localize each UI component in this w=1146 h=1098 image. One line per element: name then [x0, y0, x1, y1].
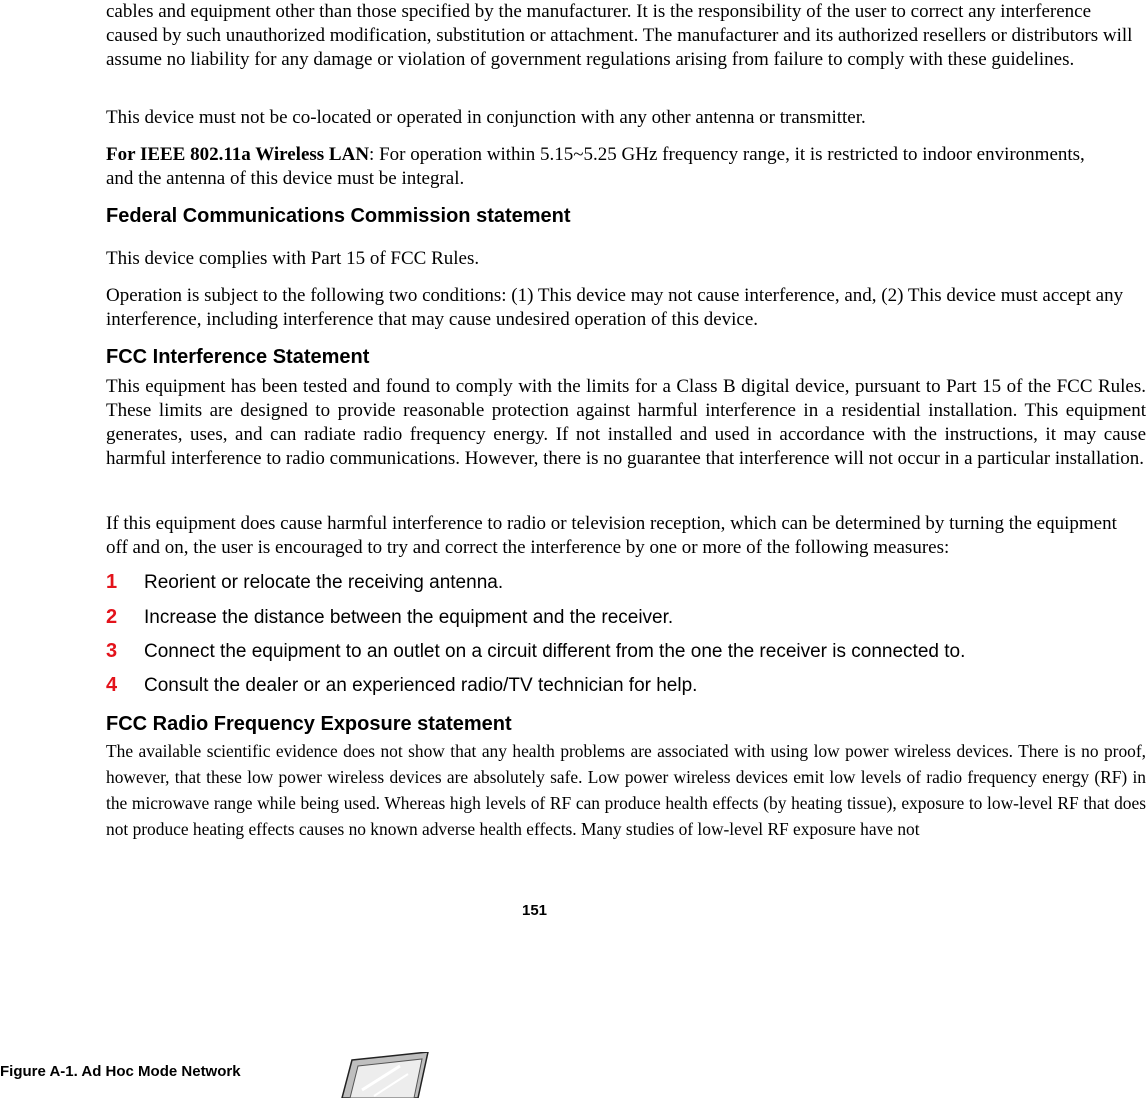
measure-item: [106, 605, 1146, 630]
measure-text: Connect the equipment to an outlet on a circuit different from the one the receiver is connected to.: [144, 641, 966, 662]
measure-item: [106, 673, 1146, 698]
laptop-screen-illustration: [338, 1052, 433, 1098]
figure-caption: Figure A-1. Ad Hoc Mode Network: [0, 1063, 241, 1080]
measure-number: 1: [106, 571, 118, 593]
measure-item: [106, 570, 1146, 595]
paragraph-fcc-class-b: This equipment has been tested and found to comply with the limits for a Class B digital device, pursuant to Part 15 of the FCC Rules. These limits are designed to provide reasonable protection against harmful interference in a residential installation. This equipment generates, uses, and can radiate radio frequency energy. If not installed and used in accordance with the instructions, it may cause harmful interference to radio communications. However, there is no guarantee that interference will not occur in a particular installation.: [106, 376, 1146, 469]
heading-fcc-statement: Federal Communications Commission statement: [106, 205, 571, 227]
paragraph-fcc-measures-intro: If this equipment does cause harmful interference to radio or television reception, which can be determined by turning the equipment off and on, the user is encouraged to try and correct the interference by one or more of the following measures:: [106, 513, 1117, 558]
measure-number: 4: [106, 674, 118, 696]
ieee-label: For IEEE 802.11a Wireless LAN: [106, 144, 370, 165]
measure-number: 3: [106, 640, 118, 662]
paragraph-intro-continued: cables and equipment other than those specified by the manufacturer. It is the responsibility of the user to correct any interference caused by such unauthorized modification, substitution or attachment. The manufacturer and its authorized resellers or distributors will assume no liability for any damage or violation of government regulations arising from failure to comply with these guidelines.: [106, 1, 1133, 70]
ieee-text: : For operation within 5.15~5.25 GHz frequency range, it is restricted to indoor environments, and the antenna of this device must be integral.: [106, 144, 1085, 189]
page-number: 151: [522, 902, 548, 919]
paragraph-fcc-part15: This device complies with Part 15 of FCC Rules.: [106, 248, 480, 269]
paragraph-fcc-conditions: Operation is subject to the following two conditions: (1) This device may not cause interference, and, (2) This device must accept any interference, including interference that may cause undesired operation of this device.: [106, 285, 1124, 330]
measure-number: 2: [106, 606, 118, 628]
heading-fcc-rf-exposure: FCC Radio Frequency Exposure statement: [106, 713, 512, 735]
paragraph-colocation: This device must not be co-located or operated in conjunction with any other antenna or transmitter.: [106, 107, 866, 128]
measure-item: [106, 639, 1146, 664]
paragraph-rf-exposure: The available scientific evidence does not show that any health problems are associated with using low power wireless devices. There is no proof, however, that these low power wireless devices are absolutely safe. Low power wireless devices emit low levels of radio frequency energy (RF) in the microwave range while being used. Whereas high levels of RF can produce health effects (by heating tissue), exposure to low-level RF that does not produce heating effects causes no known adverse health effects. Many studies of low-level RF exposure have not: [106, 741, 1146, 839]
measure-text: Consult the dealer or an experienced radio/TV technician for help.: [144, 675, 698, 696]
measure-text: Increase the distance between the equipment and the receiver.: [144, 607, 674, 628]
measure-text: Reorient or relocate the receiving antenna.: [144, 572, 504, 593]
heading-fcc-interference: FCC Interference Statement: [106, 346, 370, 368]
paragraph-ieee-80211a: [106, 143, 1106, 191]
